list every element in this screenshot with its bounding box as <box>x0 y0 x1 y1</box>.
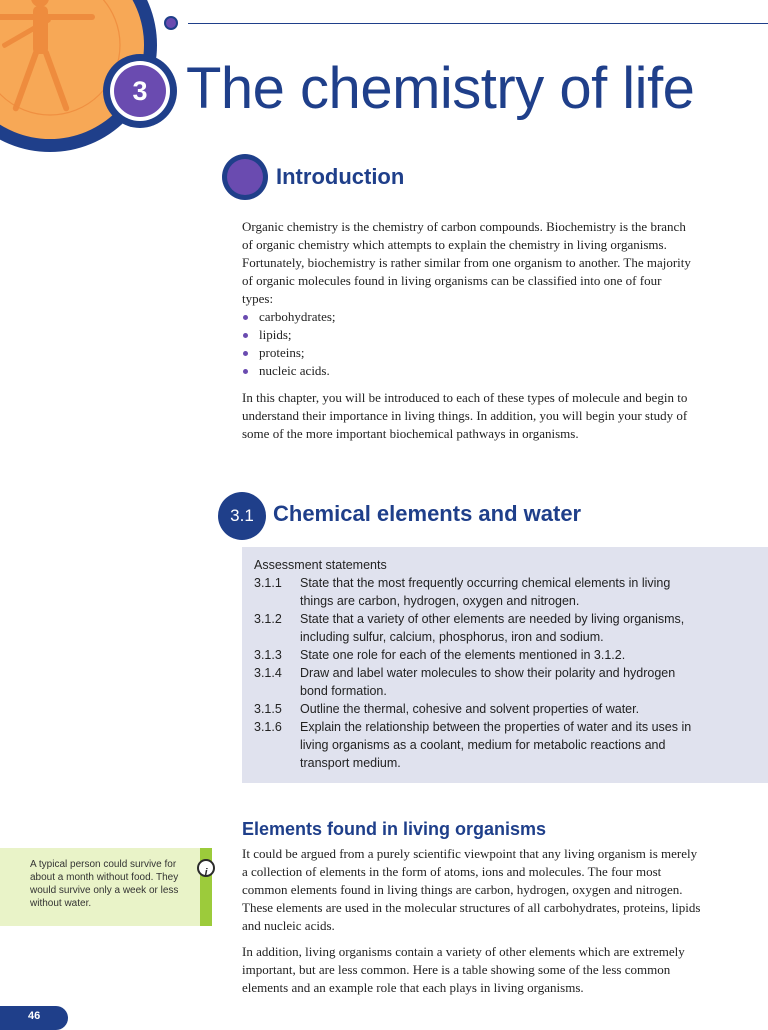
section-title: Chemical elements and water <box>273 501 582 526</box>
statement-text: State that a variety of other elements are needed by living organisms, including sulfur, calcium, phosphorus, iron and sodium. <box>300 612 685 644</box>
statement-number: 3.1.3 <box>254 648 282 662</box>
assessment-statement <box>254 610 702 646</box>
header-rule-dot <box>164 16 178 30</box>
introduction-paragraph-1: Organic chemistry is the chemistry of carbon compounds. Biochemistry is the branch of organic chemistry which attempts to explain the chemistry in living organisms. Fortunately, biochemistry is rather similar from one organism to another. The majority of organic molecules found in living organisms can be classified into one of four types: <box>242 219 691 306</box>
introduction-marker-inner <box>227 159 263 195</box>
section-number: 3.1 <box>230 506 254 525</box>
chapter-number: 3 <box>132 76 148 106</box>
statement-text: State one role for each of the elements mentioned in 3.1.2. <box>300 648 626 662</box>
list-item: proteins; <box>242 344 542 362</box>
chapter-title: The chemistry of life <box>186 56 695 121</box>
assessment-statement <box>254 718 702 772</box>
elements-paragraph-2: In addition, living organisms contain a variety of other elements which are extremely important, but are less common. Here is a table showing some of the less common elements and an example role that each plays in living organisms. <box>242 944 685 995</box>
elements-heading: Elements found in living organisms <box>242 819 547 839</box>
info-icon-label: i <box>204 867 208 879</box>
statement-number: 3.1.5 <box>254 702 282 716</box>
statement-text: Outline the thermal, cohesive and solvent properties of water. <box>300 702 640 716</box>
list-item: carbohydrates; <box>242 308 542 326</box>
info-icon <box>197 859 215 877</box>
sidenote-text: A typical person could survive for about a month without food. They would survive only a week or less without water. <box>30 859 179 909</box>
page-number: 46 <box>28 1010 41 1022</box>
statement-number: 3.1.1 <box>254 576 282 590</box>
introduction-heading: Introduction <box>276 164 405 189</box>
statement-number: 3.1.4 <box>254 666 282 680</box>
header-rule <box>188 23 768 24</box>
assessment-statement <box>254 664 702 700</box>
introduction-paragraph-2: In this chapter, you will be introduced to each of these types of molecule and begin to understand their importance in living things. In addition, you will begin your study of some of the more important biochemical pathways in organisms. <box>242 390 688 441</box>
list-item: nucleic acids. <box>242 362 542 380</box>
assessment-heading: Assessment statements <box>254 558 387 572</box>
list-item: lipids; <box>242 326 542 344</box>
statement-number: 3.1.2 <box>254 612 282 626</box>
statement-text: Draw and label water molecules to show their polarity and hydrogen bond formation. <box>300 666 676 698</box>
statement-text: Explain the relationship between the properties of water and its uses in living organisms as a coolant, medium for metabolic reactions and transport medium. <box>300 720 692 770</box>
elements-paragraph-1: It could be argued from a purely scientific viewpoint that any living organism is merely a collection of elements in the form of atoms, ions and molecules. The four most common elements found in living things are carbon, hydrogen, oxygen and nitrogen. These elements are used in the molecular structures of all carbohydrates, proteins, lipids and nucleic acids. <box>242 846 701 933</box>
assessment-statement <box>254 574 702 610</box>
assessment-statement <box>254 646 702 664</box>
assessment-statements <box>254 574 702 772</box>
statement-text: State that the most frequently occurring chemical elements in living things are carbon, hydrogen, oxygen and nitrogen. <box>300 576 671 608</box>
assessment-statement <box>254 700 702 718</box>
molecule-type-list <box>242 308 542 380</box>
statement-number: 3.1.6 <box>254 720 282 734</box>
